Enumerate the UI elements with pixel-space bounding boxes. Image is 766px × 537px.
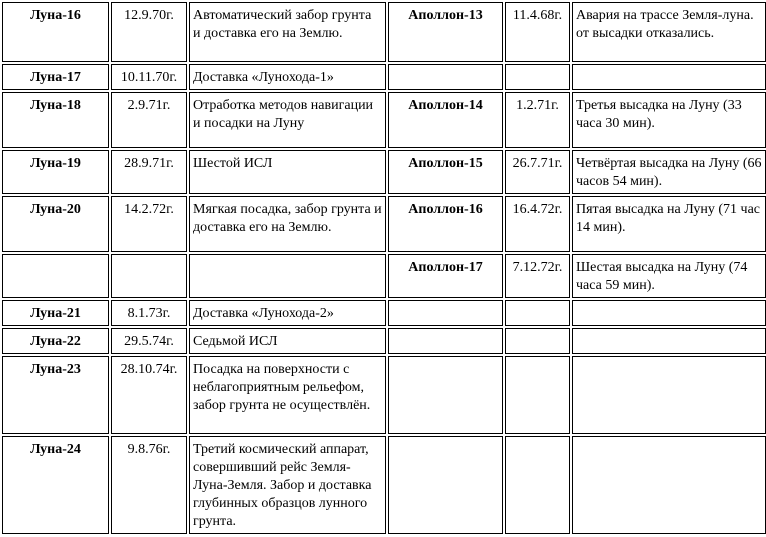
apollo-mission-name: Аполлон-13 (388, 2, 503, 62)
luna-mission-description: Отработка методов навигации и посадки на Луну (189, 92, 386, 148)
apollo-mission-date (505, 436, 570, 534)
luna-mission-name: Луна-20 (2, 196, 109, 252)
apollo-mission-description (572, 356, 766, 434)
luna-mission-description: Доставка «Лунохода-2» (189, 300, 386, 326)
apollo-mission-date (505, 328, 570, 354)
apollo-mission-name: Аполлон-17 (388, 254, 503, 298)
luna-mission-description: Мягкая посадка, забор грунта и доставка его на Землю. (189, 196, 386, 252)
luna-mission-description: Доставка «Лунохода-1» (189, 64, 386, 90)
table-row (2, 436, 766, 534)
luna-mission-date: 28.9.71г. (111, 150, 187, 194)
apollo-mission-name: Аполлон-16 (388, 196, 503, 252)
luna-mission-date: 28.10.74г. (111, 356, 187, 434)
luna-mission-name: Луна-17 (2, 64, 109, 90)
apollo-mission-date: 11.4.68г. (505, 2, 570, 62)
table-row (2, 150, 766, 194)
table-row (2, 92, 766, 148)
apollo-mission-date (505, 64, 570, 90)
luna-mission-description: Посадка на поверхности с неблагоприятным рельефом, забор грунта не осуществлён. (189, 356, 386, 434)
luna-mission-date (111, 254, 187, 298)
luna-mission-description: Шестой ИСЛ (189, 150, 386, 194)
apollo-mission-description (572, 328, 766, 354)
apollo-mission-description (572, 436, 766, 534)
table-row (2, 356, 766, 434)
luna-mission-description (189, 254, 386, 298)
luna-mission-name: Луна-23 (2, 356, 109, 434)
luna-mission-date: 14.2.72г. (111, 196, 187, 252)
luna-mission-name: Луна-16 (2, 2, 109, 62)
luna-mission-name: Луна-22 (2, 328, 109, 354)
luna-mission-name (2, 254, 109, 298)
apollo-mission-name (388, 436, 503, 534)
apollo-mission-name (388, 300, 503, 326)
apollo-mission-description: Четвёртая высадка на Луну (66 часов 54 мин). (572, 150, 766, 194)
luna-mission-date: 2.9.71г. (111, 92, 187, 148)
apollo-mission-name (388, 64, 503, 90)
apollo-mission-name: Аполлон-14 (388, 92, 503, 148)
apollo-mission-date: 7.12.72г. (505, 254, 570, 298)
luna-mission-date: 9.8.76г. (111, 436, 187, 534)
luna-mission-date: 12.9.70г. (111, 2, 187, 62)
table-row (2, 2, 766, 62)
apollo-mission-description (572, 300, 766, 326)
luna-mission-description: Седьмой ИСЛ (189, 328, 386, 354)
luna-mission-name: Луна-21 (2, 300, 109, 326)
luna-mission-description: Автоматический забор грунта и доставка его на Землю. (189, 2, 386, 62)
luna-mission-date: 29.5.74г. (111, 328, 187, 354)
apollo-mission-date (505, 300, 570, 326)
apollo-mission-description: Авария на трассе Земля-луна. от высадки отказались. (572, 2, 766, 62)
luna-mission-date: 8.1.73г. (111, 300, 187, 326)
apollo-mission-description (572, 64, 766, 90)
apollo-mission-date (505, 356, 570, 434)
apollo-mission-name (388, 328, 503, 354)
luna-mission-date: 10.11.70г. (111, 64, 187, 90)
luna-mission-description: Третий космический аппарат, совершивший рейс Земля-Луна-Земля. Забор и доставка глубинных образцов лунного грунта. (189, 436, 386, 534)
apollo-mission-description: Пятая высадка на Луну (71 час 14 мин). (572, 196, 766, 252)
table-row (2, 64, 766, 90)
apollo-mission-date: 16.4.72г. (505, 196, 570, 252)
table-row (2, 196, 766, 252)
apollo-mission-description: Шестая высадка на Луну (74 часа 59 мин). (572, 254, 766, 298)
apollo-mission-name (388, 356, 503, 434)
apollo-mission-name: Аполлон-15 (388, 150, 503, 194)
table-row (2, 300, 766, 326)
apollo-mission-date: 26.7.71г. (505, 150, 570, 194)
luna-mission-name: Луна-24 (2, 436, 109, 534)
apollo-mission-description: Третья высадка на Луну (33 часа 30 мин). (572, 92, 766, 148)
table-row (2, 328, 766, 354)
luna-mission-name: Луна-18 (2, 92, 109, 148)
table-row (2, 254, 766, 298)
luna-mission-name: Луна-19 (2, 150, 109, 194)
apollo-mission-date: 1.2.71г. (505, 92, 570, 148)
